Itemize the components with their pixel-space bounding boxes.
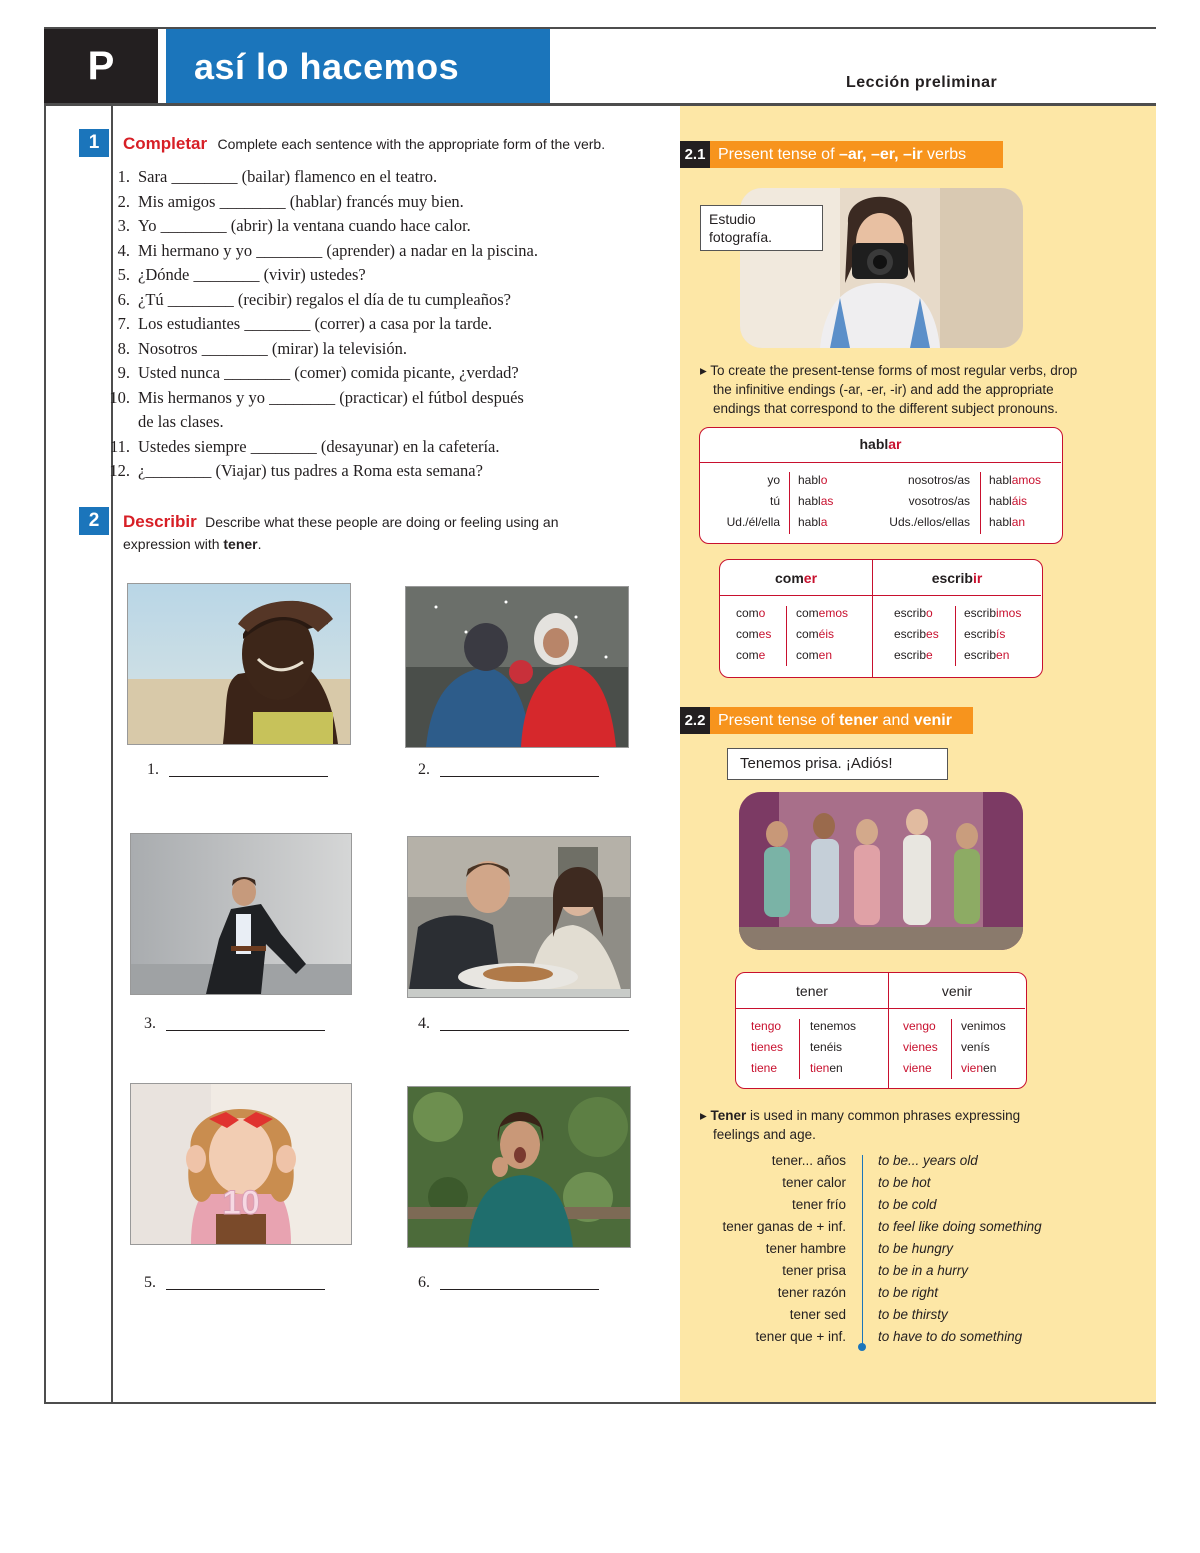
expression-english: to be hot — [878, 1175, 931, 1190]
item-number: 3. — [117, 216, 130, 235]
form-ending: go — [922, 1019, 936, 1033]
speech-bubble-photographer — [700, 205, 823, 251]
tener-forms-singular — [751, 1016, 799, 1079]
subject-pronoun: tú — [769, 494, 780, 508]
conjugation-form — [989, 512, 1059, 533]
form-ending: en — [996, 648, 1010, 662]
expression-spanish: tener... años — [771, 1153, 846, 1168]
conjugation-form — [751, 1058, 799, 1079]
expression-spanish: tener sed — [789, 1307, 846, 1322]
form-stem: escrib — [894, 627, 927, 641]
conjugation-form — [961, 1037, 1023, 1058]
instruction-bold: tener — [223, 536, 258, 552]
comer-escribir-table — [719, 559, 1043, 678]
expression-english: to be hungry — [878, 1241, 954, 1256]
verb-stem: escrib — [931, 570, 973, 586]
comer-header — [720, 570, 872, 586]
answer-line-2[interactable] — [440, 776, 599, 777]
conjugation-form — [964, 645, 1040, 666]
form-stem: com — [736, 627, 759, 641]
form-stem: habl — [989, 473, 1012, 487]
grammar-2-1-note — [700, 361, 1095, 418]
answer-label-5: 5. — [144, 1274, 156, 1291]
tener-header: tener — [796, 983, 828, 999]
conjugation-form — [894, 645, 954, 666]
answer-label-3: 3. — [144, 1015, 156, 1032]
item-text: Nosotros ________ (mirar) la televisión. — [138, 338, 407, 358]
grammar-2-2-note — [700, 1106, 1080, 1144]
activity-2-instruction-line1: Describe what these people are doing or feeling using an — [205, 514, 559, 530]
form-ending: es — [925, 1040, 938, 1054]
item-text: ¿________ (Viajar) tus padres a Roma esta semana? — [138, 461, 483, 480]
form-stem: escrib — [894, 606, 927, 620]
form-stem: vien — [903, 1040, 926, 1054]
escribir-forms-singular — [894, 603, 954, 666]
photo-hot-man — [127, 583, 351, 745]
table-vline — [955, 606, 956, 666]
item-text: Mis hermanos y yo ________ (practicar) el fútbol después — [138, 387, 524, 407]
speech-bubble-group: Tenemos prisa. ¡Adiós! — [727, 748, 948, 780]
note-line-1: is used in many common phrases expressing — [746, 1108, 1021, 1123]
grammar-2-1-number: 2.1 — [680, 141, 710, 168]
escribir-forms-plural — [964, 603, 1040, 666]
expression-english: to have to do something — [878, 1329, 1023, 1344]
answer-line-1[interactable] — [169, 776, 328, 777]
conjugation-form — [961, 1058, 1023, 1079]
form-stem: com — [796, 627, 819, 641]
form-ending: ís — [996, 627, 1006, 641]
form-stem: com — [796, 606, 819, 620]
activity-2-number: 2 — [79, 507, 109, 535]
table-divider — [736, 1008, 1025, 1009]
conjugation-form — [964, 624, 1040, 645]
form-stem: habl — [798, 473, 821, 487]
expression-spanish: tener frío — [791, 1197, 846, 1212]
form-ending: go — [767, 1019, 782, 1033]
form-ending: e — [770, 1061, 778, 1075]
photo-thirsty-woman — [407, 1086, 631, 1248]
conjugation-form — [751, 1037, 799, 1058]
title-bold: –ar, –er, –ir — [838, 146, 923, 163]
tener-forms-plural — [810, 1016, 885, 1079]
form-stem: habl — [989, 494, 1012, 508]
exercise-item — [108, 459, 668, 484]
form-ending: éis — [826, 1040, 843, 1054]
item-text: Mis amigos ________ (hablar) francés muy bien. — [138, 191, 464, 211]
left-rule — [44, 103, 46, 1403]
bubble-line-2: fotografía. — [709, 229, 773, 245]
form-ending: imos — [996, 606, 1022, 620]
grammar-2-2-title — [718, 707, 952, 734]
chapter-letter: P — [87, 44, 115, 88]
form-ending: a — [820, 515, 828, 529]
activity-2-title: Describir — [123, 512, 197, 531]
exercise-item — [108, 410, 668, 435]
note-line-1: To create the present-tense forms of most regular verbs, drop — [710, 363, 1078, 378]
form-stem: com — [736, 648, 759, 662]
conjugation-form — [810, 1016, 885, 1037]
form-stem: com — [796, 648, 819, 662]
expression-english: to feel like doing something — [878, 1219, 1042, 1234]
item-number: 10. — [109, 387, 130, 407]
form-stem: escrib — [964, 648, 997, 662]
subject-pronoun: yo — [767, 473, 780, 487]
table-vline — [888, 973, 889, 1088]
item-text: Ustedes siempre ________ (desayunar) en la cafetería. — [138, 436, 500, 456]
table-divider — [700, 462, 1061, 463]
form-ending: o — [926, 606, 933, 620]
answer-label-6: 6. — [418, 1274, 430, 1291]
exercise-item — [108, 239, 668, 264]
photo-cold-couple — [405, 586, 629, 748]
comer-forms-singular — [736, 603, 786, 666]
activity-2-heading — [123, 512, 663, 552]
title-bold: tener — [838, 712, 879, 729]
item-number: 4. — [117, 240, 130, 260]
item-text: Sara ________ (bailar) flamenco en el teatro. — [138, 167, 438, 186]
form-stem: ven — [961, 1019, 981, 1033]
form-stem: tien — [751, 1061, 771, 1075]
form-ending: áis — [1011, 494, 1028, 508]
activity-2-instruction-line2 — [123, 536, 663, 552]
answer-line-4[interactable] — [440, 1030, 629, 1031]
activity-1-instruction: Complete each sentence with the appropriate form of the verb. — [217, 136, 606, 152]
form-stem: vien — [903, 1061, 926, 1075]
hablar-table — [699, 427, 1063, 544]
exercise-item — [108, 337, 668, 362]
item-number: 8. — [117, 338, 130, 358]
activity-1-number: 1 — [79, 129, 109, 157]
lesson-label: Lección preliminar — [846, 74, 998, 91]
exercise-item — [108, 386, 668, 411]
form-ending: e — [925, 1061, 932, 1075]
expression-english: to be... years old — [878, 1153, 978, 1168]
conjugation-form — [903, 1037, 951, 1058]
conjugation-form — [810, 1058, 885, 1079]
form-stem: habl — [798, 515, 821, 529]
bullet-icon: ▸ — [700, 1108, 711, 1123]
item-number: 12. — [109, 461, 130, 480]
subject-pronoun: Uds./ellos/ellas — [889, 515, 970, 529]
title-bold: venir — [913, 712, 952, 729]
title-text: and — [878, 712, 914, 729]
form-ending: e — [758, 648, 766, 662]
table-vline — [872, 560, 873, 677]
form-ending: es — [770, 1040, 784, 1054]
form-stem: ten — [810, 1019, 827, 1033]
verb-ending: ir — [972, 570, 983, 586]
exercise-item — [108, 435, 668, 460]
form-stem: escrib — [894, 648, 927, 662]
form-ending: éis — [818, 627, 835, 641]
form-stem: ven — [903, 1019, 923, 1033]
exercise-item — [108, 263, 668, 288]
expression-english: to be right — [878, 1285, 939, 1300]
bottom-rule — [44, 1402, 1156, 1404]
conjugation-form — [894, 624, 954, 645]
answer-label-2: 2. — [418, 761, 430, 778]
hablar-forms-plural — [989, 470, 1059, 533]
comer-forms-plural — [796, 603, 871, 666]
form-ending: e — [926, 648, 933, 662]
item-text: ¿Tú ________ (recibir) regalos el día de tu cumpleaños? — [138, 289, 511, 309]
item-text: Los estudiantes ________ (correr) a casa por la tarde. — [138, 314, 493, 333]
item-number: 11. — [109, 436, 130, 456]
form-ending: en — [983, 1061, 997, 1075]
form-ending: es — [926, 627, 939, 641]
conjugation-form — [903, 1058, 951, 1079]
expression-english: to be in a hurry — [878, 1263, 969, 1278]
divider-dot — [858, 1343, 866, 1351]
grammar-2-2-number: 2.2 — [680, 707, 710, 734]
answer-label-1: 1. — [147, 761, 159, 778]
conjugation-form — [961, 1016, 1023, 1037]
conjugation-form — [796, 645, 871, 666]
expression-spanish: tener que + inf. — [755, 1329, 846, 1344]
venir-forms-singular — [903, 1016, 951, 1079]
expression-english: to be cold — [878, 1197, 937, 1212]
verb-stem: com — [774, 570, 804, 586]
subject-pronoun: nosotros/as — [907, 473, 970, 487]
photo-hurry-man — [130, 833, 352, 995]
tener-expressions-spanish — [690, 1150, 846, 1348]
note-line-2: the infinitive endings (-ar, -er, -ir) and add the appropriate — [713, 382, 1054, 397]
venir-forms-plural — [961, 1016, 1023, 1079]
form-stem: escrib — [964, 606, 997, 620]
item-text: de las clases. — [138, 412, 224, 431]
tener-expressions-english — [878, 1150, 1148, 1348]
form-ending: amos — [1011, 473, 1042, 487]
tener-venir-table — [735, 972, 1027, 1089]
form-ending: o — [820, 473, 828, 487]
form-stem: tien — [751, 1040, 771, 1054]
form-ending: en — [829, 1061, 843, 1075]
item-text: Mi hermano y yo ________ (aprender) a nadar en la piscina. — [138, 240, 538, 260]
page-title: así lo hacemos — [194, 46, 460, 87]
note-line-2: feelings and age. — [713, 1127, 816, 1142]
answer-line-3[interactable] — [166, 1030, 325, 1031]
form-stem: habl — [798, 494, 821, 508]
form-ending: as — [820, 494, 834, 508]
expression-divider — [862, 1155, 863, 1345]
answer-label-4: 4. — [418, 1015, 430, 1032]
exercise-item — [108, 361, 668, 386]
conjugation-form — [796, 603, 871, 624]
form-stem: ten — [810, 1040, 827, 1054]
conjugation-form — [964, 603, 1040, 624]
bubble-line-1: Estudio — [709, 211, 756, 227]
expression-spanish: tener prisa — [782, 1263, 846, 1278]
item-number: 2. — [117, 191, 130, 211]
table-vline — [786, 606, 787, 666]
form-ending: an — [1011, 515, 1026, 529]
conjugation-form — [989, 491, 1059, 512]
form-stem: com — [736, 606, 759, 620]
photo-hungry-people — [407, 836, 631, 998]
expression-spanish: tener hambre — [765, 1241, 846, 1256]
form-stem: habl — [989, 515, 1012, 529]
title-text: Present tense of — [718, 146, 839, 163]
answer-line-6[interactable] — [440, 1289, 599, 1290]
verb-stem: habl — [859, 436, 889, 452]
exercise-item — [108, 288, 668, 313]
exercise-item — [108, 312, 668, 337]
form-ending: emos — [826, 1019, 857, 1033]
item-text: Yo ________ (abrir) la ventana cuando hace calor. — [138, 216, 471, 235]
activity-1-heading — [123, 134, 605, 154]
form-ending: es — [758, 627, 772, 641]
answer-line-5[interactable] — [166, 1289, 325, 1290]
activity-1-list — [108, 165, 668, 484]
conjugation-form — [736, 645, 786, 666]
exercise-item — [108, 165, 668, 190]
conjugation-form — [751, 1016, 799, 1037]
item-text: ¿Dónde ________ (vivir) ustedes? — [138, 265, 366, 284]
conjugation-form — [736, 624, 786, 645]
title-text: verbs — [922, 146, 967, 163]
form-ending: emos — [818, 606, 849, 620]
note-bold: Tener — [710, 1108, 747, 1123]
note-line-3: endings that correspond to the different subject pronouns. — [713, 401, 1058, 416]
conjugation-form — [736, 603, 786, 624]
title-text: Present tense of — [718, 712, 839, 729]
expression-english: to be thirsty — [878, 1307, 948, 1322]
escribir-header — [872, 570, 1042, 586]
conjugation-form — [796, 624, 871, 645]
exercise-item — [108, 214, 668, 239]
exercise-item — [108, 190, 668, 215]
expression-spanish: tener calor — [782, 1175, 846, 1190]
table-vline — [980, 472, 981, 534]
conjugation-form — [810, 1037, 885, 1058]
instruction-text: . — [257, 536, 262, 552]
item-number: 1. — [117, 167, 130, 186]
table-vline — [789, 472, 790, 534]
hablar-pronouns-singular — [700, 470, 780, 533]
expression-spanish: tener razón — [777, 1285, 846, 1300]
conjugation-form — [894, 603, 954, 624]
conjugation-form — [903, 1016, 951, 1037]
item-number: 6. — [117, 289, 130, 309]
table-vline — [799, 1019, 800, 1079]
item-number: 7. — [117, 314, 130, 333]
conjugation-form — [989, 470, 1059, 491]
activity-1-title: Completar — [123, 134, 208, 153]
subject-pronoun: Ud./él/ella — [726, 515, 780, 529]
form-stem: escrib — [964, 627, 997, 641]
form-stem: ven — [961, 1040, 981, 1054]
photo-birthday-girl — [130, 1083, 352, 1245]
form-stem: ten — [751, 1019, 768, 1033]
verb-ending: ar — [888, 436, 902, 452]
instruction-text: expression with — [123, 536, 224, 552]
form-stem: vien — [961, 1061, 984, 1075]
form-ending: ís — [980, 1040, 990, 1054]
subject-pronoun: vosotros/as — [908, 494, 970, 508]
photo-group-hurry — [739, 792, 1023, 950]
venir-header: venir — [941, 983, 973, 999]
verb-ending: er — [803, 570, 818, 586]
bullet-icon: ▸ — [700, 363, 711, 378]
cake-number: 10 — [222, 1184, 260, 1222]
table-divider — [720, 595, 1041, 596]
item-number: 9. — [117, 363, 130, 382]
item-text: Usted nunca ________ (comer) comida picante, ¿verdad? — [138, 363, 519, 382]
table-vline — [951, 1019, 952, 1079]
grammar-2-1-title — [718, 141, 966, 168]
form-ending: o — [758, 606, 766, 620]
hablar-header — [700, 436, 1061, 452]
form-ending: imos — [980, 1019, 1006, 1033]
form-stem: tien — [810, 1061, 830, 1075]
item-number: 5. — [117, 265, 130, 284]
hablar-pronouns-plural — [860, 470, 970, 533]
expression-spanish: tener ganas de + inf. — [722, 1219, 846, 1234]
form-ending: en — [818, 648, 833, 662]
